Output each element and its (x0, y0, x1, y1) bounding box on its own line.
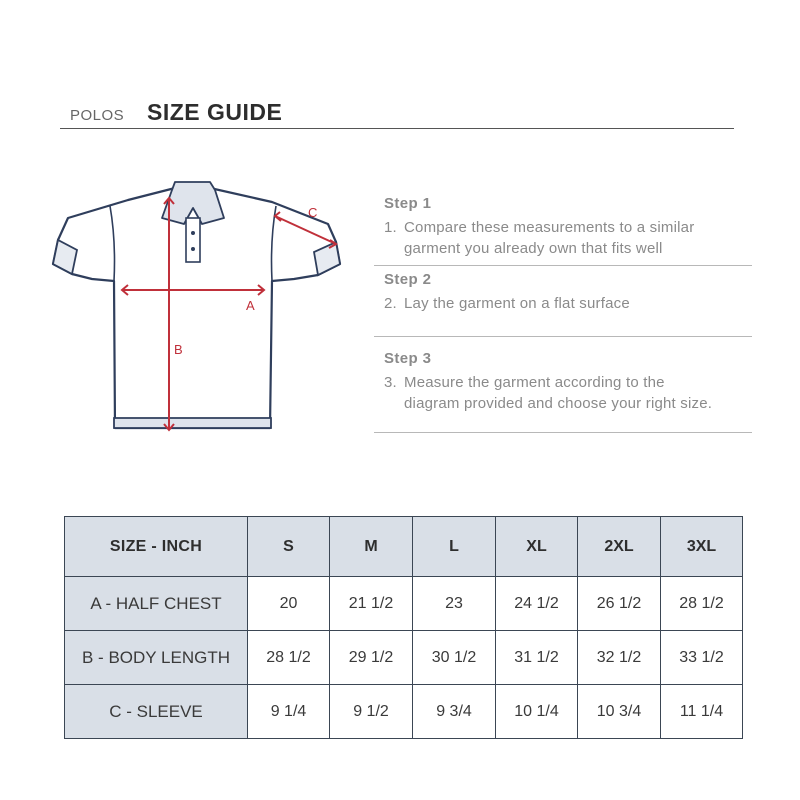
table-cell: 32 1/2 (578, 631, 661, 685)
category-label: POLOS (70, 107, 125, 124)
step-2-text (384, 293, 630, 314)
table-row (65, 577, 743, 631)
table-cell: 10 1/4 (496, 685, 578, 739)
table-cell: 24 1/2 (496, 577, 578, 631)
table-cell: 29 1/2 (330, 631, 413, 685)
row-label: A - HALF CHEST (65, 577, 248, 631)
step-1-text (384, 217, 694, 259)
row-label: C - SLEEVE (65, 685, 248, 739)
table-cell: 33 1/2 (661, 631, 743, 685)
table-cell: 23 (413, 577, 496, 631)
table-cell: 9 3/4 (413, 685, 496, 739)
step-3-text (384, 372, 712, 414)
table-header-row (65, 517, 743, 577)
step-1 (374, 192, 752, 266)
hem-band (114, 418, 271, 428)
table-cell: 31 1/2 (496, 631, 578, 685)
step-2-number: 2. (384, 295, 397, 312)
placket (186, 218, 200, 262)
table-cell: 30 1/2 (413, 631, 496, 685)
step-3-title: Step 3 (384, 350, 432, 367)
table-cell: 10 3/4 (578, 685, 661, 739)
step-2-title: Step 2 (384, 271, 432, 288)
step-3-line-1: Measure the garment according to the (404, 374, 665, 391)
row-label: B - BODY LENGTH (65, 631, 248, 685)
size-header: S (248, 517, 330, 577)
step-1-title: Step 1 (384, 195, 432, 212)
step-2 (374, 268, 752, 337)
button-2 (191, 247, 195, 251)
instruction-steps (374, 192, 752, 433)
size-header: L (413, 517, 496, 577)
table-cell: 11 1/4 (661, 685, 743, 739)
table-row (65, 685, 743, 739)
table-row (65, 631, 743, 685)
table-corner-header: SIZE - INCH (65, 517, 248, 577)
page-header (60, 98, 734, 129)
polo-shirt-diagram (50, 178, 350, 438)
table-cell: 20 (248, 577, 330, 631)
size-header: XL (496, 517, 578, 577)
table-cell: 28 1/2 (661, 577, 743, 631)
step-1-line-1: Compare these measurements to a similar (404, 219, 695, 236)
step-1-line-2: garment you already own that fits well (404, 240, 663, 257)
size-header: 2XL (578, 517, 661, 577)
step-2-line-1: Lay the garment on a flat surface (404, 295, 630, 312)
size-header: M (330, 517, 413, 577)
table-cell: 26 1/2 (578, 577, 661, 631)
table-cell: 9 1/2 (330, 685, 413, 739)
label-c: C (308, 205, 318, 220)
step-3-line-2: diagram provided and choose your right size. (404, 395, 713, 412)
page-title: SIZE GUIDE (147, 99, 283, 125)
button-1 (191, 231, 195, 235)
label-b: B (174, 342, 183, 357)
table-cell: 28 1/2 (248, 631, 330, 685)
table-cell: 21 1/2 (330, 577, 413, 631)
step-1-number: 1. (384, 219, 397, 236)
step-3 (374, 347, 752, 433)
label-a: A (246, 298, 255, 313)
size-table (64, 516, 743, 739)
step-3-number: 3. (384, 374, 397, 391)
table-cell: 9 1/4 (248, 685, 330, 739)
size-header: 3XL (661, 517, 743, 577)
